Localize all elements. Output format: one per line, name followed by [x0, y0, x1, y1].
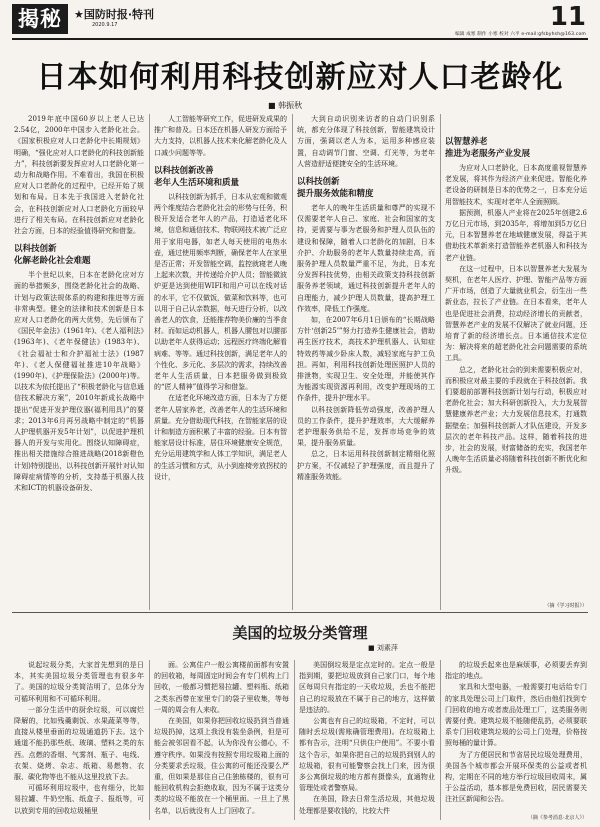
section-heading: 以科技创新 提升服务效能和精度	[297, 177, 374, 200]
article1-title: 日本如何利用科技创新应对人口老龄化	[36, 60, 564, 95]
paragraph: 公寓也有自己的垃圾箱，不定时，可以随时丢垃圾(需账确管理费用)。在垃圾箱上都有告示，注明“只供住户使用”。不要小看这个告示，如果你把自己的垃圾扔到别人的垃圾箱，很有可能警察会找上门来，因为很多公寓倒垃圾的地方都有摄像头，直通物业管理处或者警察局。	[299, 717, 435, 793]
paragraph: 总之，日本运用科技创新制定精细化照护方案，不仅减轻了护理强度，而且提升了精准服务效能。	[297, 450, 435, 481]
paragraph: 半个世纪以来，日本在老龄化应对方面的举措频多，围绕老龄化社会的战略、计划与政策法规体系的构建和推进等方面非常典型。健全的法律和技术创新是日本应对人口老龄化的两大优势，先后颁布了《国民年金法》(1961年)、《老人福利法》(1963年)、《老年保健法》(1983年)、《社会福祉士和介护福祉士法》(1987年)、《老人保健福祉推进10年战略》(1990年)、《护理保险法》(2000年)等。以技术为依托提出了“积极老龄化与信息通信技术解决方案”，2010年新成长战略中提出“促进开发护理仪器(福利用具)”的要求；2013年6月再另战略中制定的“机器人护理机器开发5年计划”，以促进护理机器人的开发与实用化。围绕认知障碍症，推出相关措施综合推进战略(2018新橙色计划)特别提出，以科技创新开展针对认知障碍症病情等的分析，支持基于机器人技术和ICT的机器设备研发、	[14, 271, 144, 493]
paragraph: 2019年底中国60岁以上老人已达2.54亿，2000年中国步入老龄化社会。《国家积极应对人口老龄化中长期规划》明确，“强化应对人口老龄化的科技创新能力”，科技创新要发挥应对人口老龄化第一动力和战略作用。不难看出，我国在积极应对人口老龄化的过程中，已经开始了规划和布局。日本先于我国进入老龄化社会，在科技创新应对人口老龄化方面较早进行了相关布局。在科技创新应对老龄化社会方面，日本的经验值得研究和借鉴。	[14, 115, 144, 236]
column-divider	[440, 114, 441, 610]
paragraph: 大到自动识别来访者的自动门识别系统，都充分体现了科技创新，智能建筑设计方面，强调以老人为本，运用多种感应装置，自动调节门窗、空调、灯光等，为老年人营造舒适便捷安全的生活环境。	[297, 115, 435, 168]
paper-date: 2020.9.17	[92, 22, 118, 28]
article1-column-2	[154, 114, 287, 610]
paragraph: 的垃圾丢起来也是麻烦事，必须要丢弃到指定的地点。	[445, 661, 587, 681]
column-divider	[294, 660, 295, 820]
paragraph: 如，在2007年6月1日颁布的“长期战略方针‘创新25’”努力打造养生健康社会，借助再生医疗技术，高技术护理机器人、认知症特效药等减少卧床人数，减轻家庭与护工负担。再如，利用科技创新处理医照护人员的排泄物，实现卫生、安全处理，并能使其作为能源实现资源再利用，改变护理现场的工作条件，提升护理水平。	[297, 316, 435, 403]
paragraph: 说起垃圾分类，大家首先想到的是日本，其实美国垃圾分类管理也有很多年了。美国的垃圾分类简洁明了，总体分为可循环利用和不可循环利用。	[14, 661, 144, 703]
article1-column-3	[297, 114, 435, 610]
column-divider	[440, 660, 441, 820]
article2-column-4	[445, 660, 587, 808]
paragraph: 美国倒垃圾是定点定时的。定点一般是指到期，要把垃圾放到自己家门口，每个地区每周只有指定的一天收垃圾，丢也不能把自己的垃圾放在不属于自己的地方，这样做是违法的。	[299, 661, 435, 714]
article2-column-3	[299, 660, 435, 820]
paragraph: 在这一过程中，日本以智慧养老大发展为契机，在老年人医疗、护理、智能产品等方面广开市场，创造了大量就业机会，衍生出一些新业态，拉长了产业链。在日本看来，老年人也是促进社会消费，拉动经济增长的贡献者，智慧养老产业的发展不仅解决了就业问题，还培育了新的经济增长点。日本通信技术定位为：解决将来的超老龄化社会问题需要的系统工具。	[445, 264, 587, 363]
paragraph: 以科技创新为抓手，日本从宏观和微观两个维度结合老龄化社会的形势与任务，积极开发适合老年人的产品，打造适老化环境，信息和通信技术、物联网技术被广泛应用于家用电器，如老人每天使用的电热水壶，通过使用频率判断，确保老年人在家里是否正常；开发智能空调，监控就寝老人晚上起来次数，并传递给介护人员；智能微波炉更是达到使用WIFI和用户可以在线对话的水平，它不仅做饭，做菜和饮料等，也可以用于自己认亲数据，每天进行分析，以改善老人的饮食，还能推荐物美价廉的当季食材。而如运动机器人，机器人腰包对以腰部以助老年人获得运动；远程医疗终端化解看病难、等等。通过科技创新，满足老年人的个性化、多元化、多层次的需求，持续改善老年人生活质量，日本把服务做到极致的“匠人精神”值得学习和借鉴。	[154, 192, 287, 392]
article1-column-4	[445, 130, 587, 600]
paragraph: 为了方便居民和节省居民垃圾处理费用，美国各个城市都会开展环保类的公益或者机构，定期在不同的地方举行垃圾回收周末，属于公益活动，基本都是免费回收，居民需要关注社区新闻和公告。	[445, 750, 587, 804]
paragraph: 一部分生活中的厨余垃圾，可以腐烂降解的，比如残羹剩饭、水果蔬菜等等，直接从楼里垂面的垃圾通道扔下去。这个通道不能扔那些纸、玻璃、塑料之类的东西。点燃的香烟、气雾剂、瓶子、电线、衣架、烧烤、杂志、纸箱、易燃物、衣服、碳化物等也不能从这里投放下去。	[14, 705, 144, 782]
article1-byline: ■ 韩振秋	[268, 101, 303, 110]
editor-credits: 编辑 成寒 制作 小寒 校对 六平 e-mail:gfsbyhsh@163.com	[455, 32, 586, 37]
paragraph: 为应对人口老龄化，日本高度重视智慧养老发展，将其作为经济产业来促进。智能化养老设备的研制是日本的优势之一，日本充分运用智能技术，实现对老年人全面照顾。	[445, 164, 587, 206]
article1-column-1	[14, 114, 144, 610]
section-heading: 以科技创新 化解老龄化社会难题	[14, 244, 91, 267]
paragraph: 总之，老龄化社会的到来需要积极应对，而积极应对最主要的手段就在于科技创新。我们要超前部署科技创新计划与行动，积极应对老龄化社会；加大科研创新投入，大力发展智慧健康养老产业；大力发展信息技术，打通数据壁垒；加强科技创新人才队伍建设，开发多层次的老年科技产品。这样，随着科技的进步，社会的发展，财富储备的充实，我国老年人晚年生活质量必将随着科技创新不断优化和升级。	[445, 365, 587, 475]
paragraph: 在美国，除去日常生活垃圾，其他垃圾处理都是要收钱的，比较大件	[299, 795, 435, 815]
header-rule	[12, 38, 588, 40]
column-divider	[149, 114, 150, 610]
paper-name: ★国防时报·特刊	[74, 8, 155, 21]
paragraph: 以科技创新降低劳动强度，改善护理人员的工作条件，提升护理效率，大大缓解养老护理服务供给不足，发挥市场竞争的效果，提升服务质量。	[297, 405, 435, 448]
column-divider	[292, 114, 293, 610]
paragraph: 在适老化环境改造方面，日本为了方便老年人居家养老，改善老年人的生活环境和质量。充分借助现代科技，在智能家居的设计和制造方面积累了丰富的经验。日本有智能家居设计标准，居住环境健康安全规范，充分运用建筑学和人体工学知识，满足老人的生活习惯和方式，从小到座椅旁放拐杖的设计，	[154, 394, 287, 481]
paragraph: 可循环利用垃圾中，也有细分，比如易拉罐、牛奶空瓶、纸盒子、报纸等，可以放到专用的回收垃圾桶里	[14, 784, 144, 815]
section-heading: 以科技创新改善 老年人生活环境和质量	[154, 165, 240, 188]
page-number: 11	[549, 2, 586, 32]
article2-title: 美国的垃圾分类管理	[232, 624, 368, 642]
article2-column-1	[14, 660, 144, 820]
paragraph: 据预测，机器人产业将在2025年创建2.6万亿日元市场，到2035年，将增加到5万亿日元，日本智慧养老在地域健康发展，得益于其借助技术革新来打造智能养老机器人和科技为老产业链。	[445, 208, 587, 262]
article2-column-2	[154, 660, 289, 820]
section-logo: 揭秘	[12, 4, 68, 34]
paragraph: 人工智能等研究工作，促进研发成果的推广和普及。日本还在机器人研发方面给予大力支持，以机器人技术来化解老龄化及人口减少问题等等。	[154, 115, 287, 157]
article2-source: （摘《参考消息·北京人》）	[527, 815, 587, 821]
article1-source: （摘《学习时报》）	[544, 603, 587, 609]
article-divider	[12, 612, 588, 613]
paragraph: 老年人的晚年生活质量和尊严的实现不仅需要老年人自己、家庭、社会和国家的支持，更需要与事为老服务和护理人员队伍的建设和保障，随着人口老龄化的加剧，日本介护、介助服务的老年人数量持续走高，而服务护理人员数量严重不足，为此，日本充分发挥科技优势，由相关政策支持科技创新服务养老领域，通过科技创新提升老年人的自理能力，减少护理人员数量，提高护理工作效率，降低工作强度。	[297, 204, 435, 313]
article2-byline: ■ 刘素萍	[368, 644, 398, 652]
masthead	[0, 0, 600, 38]
paragraph: 家具和大型电器，一般需要打电话给专门的家具处理公司上门取件，然后由他们找到专门回收的地方或者废品处理工厂，这类服务则需要付费。建筑垃圾不能随便乱扔，必须要联系专门回收建筑垃圾的公司上门处理，价格按照每桶的量计算。	[445, 683, 587, 748]
paragraph: 在美国，如果你把回收垃圾扔到当普通垃圾扔掉，这项上我没有装坐条例，但是可能会被邻居看不起，认为你没有公德心，不遵守秩序。如果没有按照专用垃圾箱上面的分类要求丢垃圾，住公寓的可能还没要么严重，但如果是那住自己住独栋楼的，很有可能回收机构会拒绝收取，因为不属于这类分类的垃圾不能放在一个桶里面。一旦上了黑名单，以后就没有人上门回收了。	[154, 717, 289, 815]
paragraph: 面。公寓住户一般公寓楼前面都有安置的回收箱，每周固定时间会有专门机构上门回收，一般都习惯把易拉罐、塑料瓶、纸箱之类东西带在家里专门的袋子里收集，等每一周的周会有人来收。	[154, 661, 289, 714]
column-divider	[149, 660, 150, 820]
section-heading: 以智慧养老 推进为老服务产业发展	[445, 137, 531, 159]
